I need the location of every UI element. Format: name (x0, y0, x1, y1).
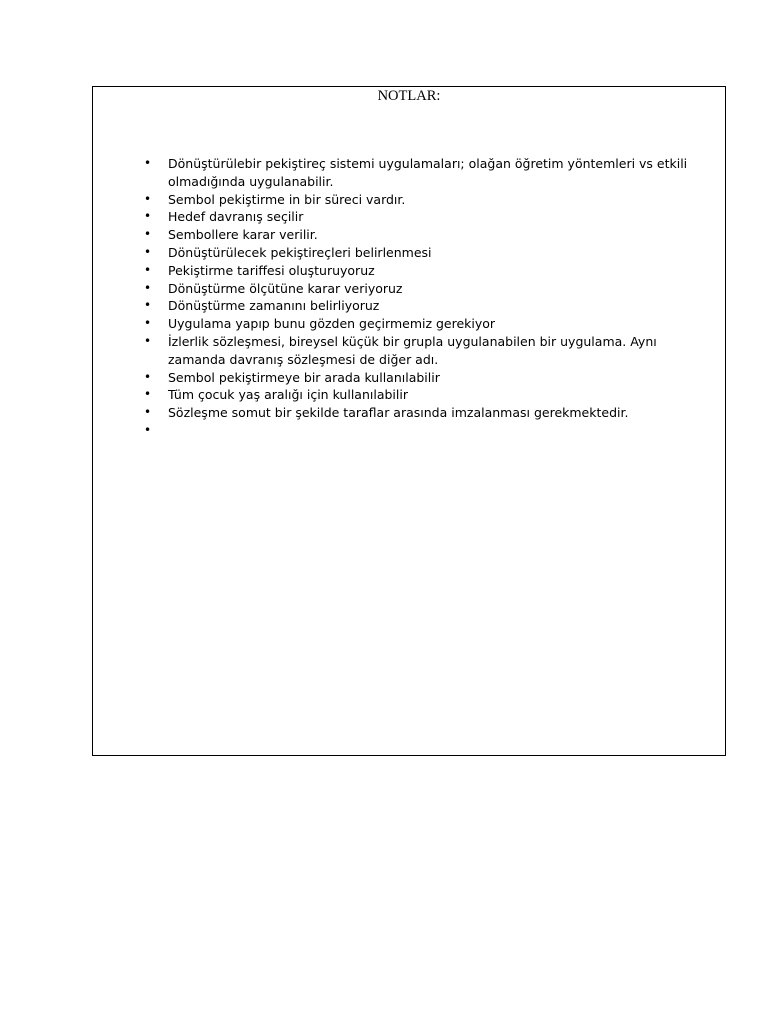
bullet-icon: • (144, 405, 152, 420)
list-item-text: Pekiştirme tariffesi oluşturuyoruz (168, 262, 375, 278)
list-item-text: Hedef davranış seçilir (168, 209, 304, 225)
bullet-icon: • (144, 387, 152, 402)
list-item-empty (93, 422, 725, 440)
bullet-icon: • (144, 369, 152, 384)
bullet-icon: • (144, 280, 152, 295)
notes-title: NOTLAR: (377, 88, 441, 104)
list-item-text: Sözleşme somut bir şekilde taraflar arasında imzalanması gerekmektedir. (168, 405, 629, 421)
bullet-icon: • (144, 316, 152, 331)
bullet-icon: • (144, 262, 152, 277)
list-item-text: İzlerlik sözleşmesi, bireysel küçük bir grupla uygulanabilen bir uygulama. Aynı zamanda davranış sözleşmesi de diğer adı. (168, 333, 657, 367)
list-item (93, 208, 725, 226)
bullet-icon: • (144, 227, 152, 242)
list-item (93, 369, 725, 387)
bullet-icon: • (144, 298, 152, 313)
list-item (93, 191, 725, 209)
bullet-icon: • (144, 209, 152, 224)
list-item (93, 404, 725, 422)
list-item-text: Dönüştürme zamanını belirliyoruz (168, 298, 380, 314)
list-item (93, 155, 725, 191)
list-item-text: Tüm çocuk yaş aralığı için kullanılabilir (168, 387, 408, 403)
list-item-text: Uygulama yapıp bunu gözden geçirmemiz gerekiyor (168, 316, 496, 332)
list-item (93, 386, 725, 404)
list-item-text: Sembol pekiştirme in bir süreci vardır. (168, 191, 406, 207)
list-item-text: Sembol pekiştirmeye bir arada kullanılabilir (168, 369, 440, 385)
list-item-text: Dönüştürülecek pekiştireçleri belirlenmesi (168, 244, 432, 260)
bullet-icon: • (144, 244, 152, 259)
bullet-icon: • (144, 422, 152, 437)
notes-list (93, 155, 725, 440)
list-item (93, 333, 725, 369)
list-item (93, 297, 725, 315)
bullet-icon: • (144, 333, 152, 348)
list-item-text: Sembollere karar verilir. (168, 227, 318, 243)
list-item (93, 226, 725, 244)
bullet-icon: • (144, 156, 152, 170)
bullet-icon: • (144, 191, 152, 206)
list-item (93, 315, 725, 333)
list-item (93, 244, 725, 262)
list-item-text: Dönüştürülebir pekiştireç sistemi uygulamaları; olağan öğretim yöntemleri vs etkili olmadığında uygulanabilir. (168, 156, 688, 189)
list-item-text: Dönüştürme ölçütüne karar veriyoruz (168, 280, 403, 296)
list-item (93, 280, 725, 298)
notes-box (92, 86, 726, 756)
list-item (93, 262, 725, 280)
